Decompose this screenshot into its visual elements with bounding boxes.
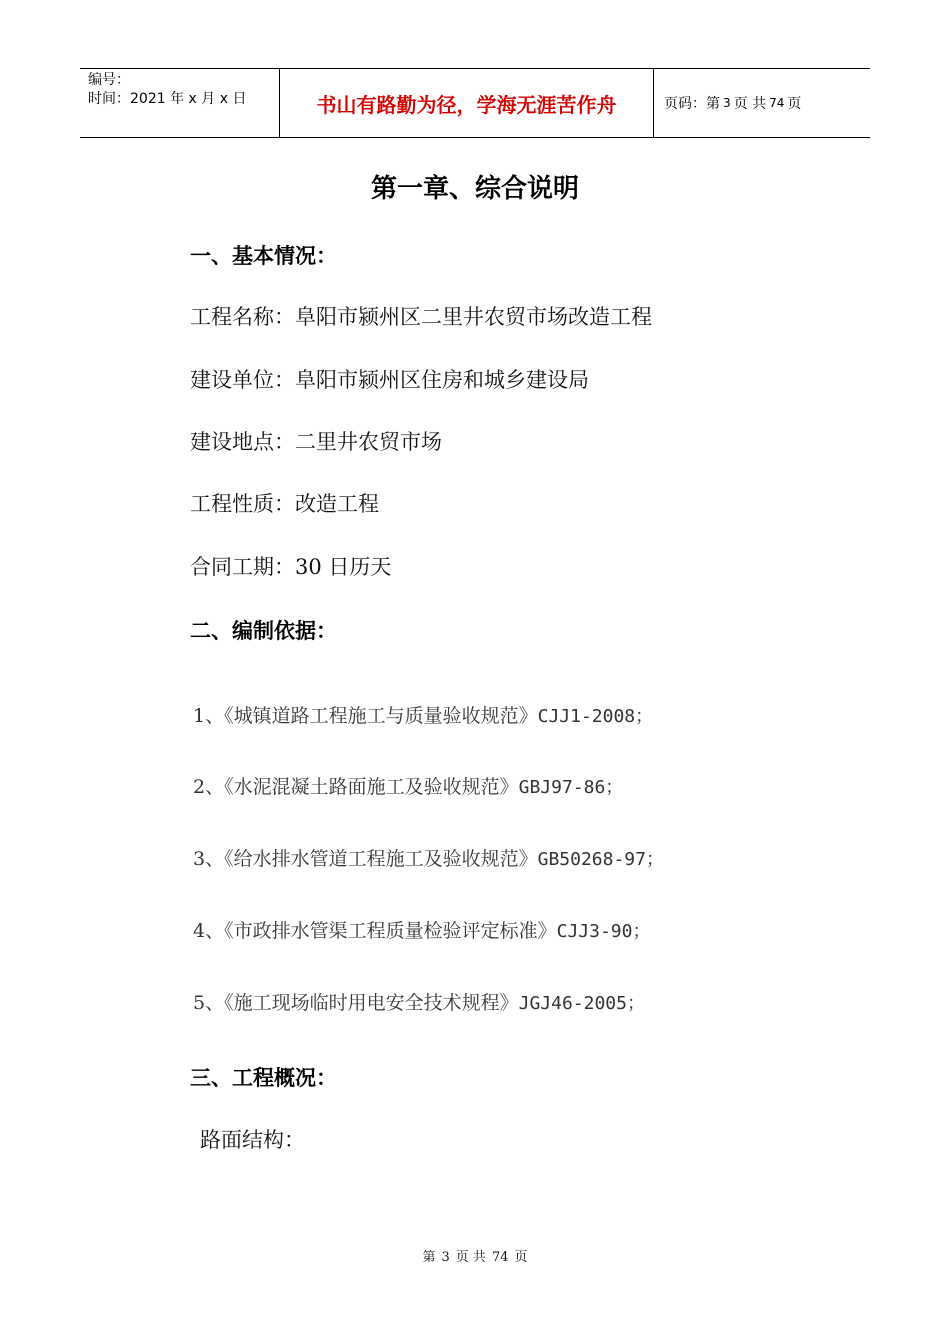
footer-current: 3 <box>441 1250 450 1265</box>
reference-code: CJJ3-90； <box>556 921 651 942</box>
basic-item-value: 30 日历天 <box>295 555 392 579</box>
header-page-mid: 页 共 <box>733 96 767 112</box>
reference-code: GB50268-97； <box>537 849 664 870</box>
basic-item <box>190 426 442 456</box>
reference-title: 《市政排水管渠工程质量检验评定标准》 <box>224 920 557 942</box>
basic-item-label: 合同工期： <box>190 555 295 579</box>
header-meta <box>80 69 280 137</box>
reference-item <box>193 916 650 943</box>
basic-item-label: 建设单位： <box>190 368 295 392</box>
basic-item-value: 改造工程 <box>295 492 379 516</box>
header-number: 编号： <box>88 72 130 88</box>
reference-code: JGJ46-2005； <box>518 993 645 1014</box>
footer-mid: 页 共 <box>455 1250 486 1265</box>
reference-title: 《给水排水管道工程施工及验收规范》 <box>224 848 538 870</box>
reference-code: CJJ1-2008； <box>537 706 654 727</box>
section-heading-basic: 一、基本情况： <box>190 244 337 268</box>
page-header <box>80 68 870 138</box>
header-page-suffix: 页 <box>787 96 802 112</box>
basic-item-label: 建设地点： <box>190 430 295 454</box>
basic-item <box>190 551 391 581</box>
basic-item-label: 工程性质： <box>190 492 295 516</box>
header-page-current: 3 <box>723 96 731 110</box>
reference-item <box>193 988 645 1015</box>
basic-item-label: 工程名称： <box>190 305 295 329</box>
header-page-total: 74 <box>769 96 785 110</box>
footer-total: 74 <box>491 1250 509 1265</box>
reference-num: 5、 <box>193 992 225 1014</box>
reference-item <box>193 844 664 871</box>
reference-num: 2、 <box>193 776 225 798</box>
header-page-prefix: 页码：第 <box>664 96 720 112</box>
footer-suffix: 页 <box>514 1250 528 1265</box>
chapter-title: 第一章、综合说明 <box>370 174 579 204</box>
reference-title: 《城镇道路工程施工与质量验收规范》 <box>224 705 538 727</box>
basic-item <box>190 301 652 331</box>
basic-item <box>190 364 589 394</box>
page-footer <box>0 1246 950 1265</box>
section-heading-overview: 三、工程概况： <box>190 1066 337 1090</box>
footer-prefix: 第 <box>422 1250 436 1265</box>
header-motto: 书山有路勤为径，学海无涯苦作舟 <box>280 69 654 137</box>
reference-num: 1、 <box>193 705 225 727</box>
reference-num: 4、 <box>193 920 225 942</box>
basic-item-value: 阜阳市颍州区二里井农贸市场改造工程 <box>295 305 652 329</box>
basic-item-value: 二里井农贸市场 <box>295 430 442 454</box>
basic-item <box>190 488 379 518</box>
header-page-info <box>654 69 870 137</box>
reference-num: 3、 <box>193 848 225 870</box>
section-heading-basis: 二、编制依据： <box>190 619 337 643</box>
reference-item <box>193 701 653 728</box>
reference-title: 《水泥混凝土路面施工及验收规范》 <box>224 776 519 798</box>
overview-text: 路面结构： <box>200 1128 305 1152</box>
basic-item-value: 阜阳市颍州区住房和城乡建设局 <box>295 368 589 392</box>
reference-title: 《施工现场临时用电安全技术规程》 <box>224 992 519 1014</box>
reference-item <box>193 772 623 799</box>
header-time: 时间：2021 年 x 月 x 日 <box>88 91 247 107</box>
reference-code: GBJ97-86； <box>518 777 624 798</box>
